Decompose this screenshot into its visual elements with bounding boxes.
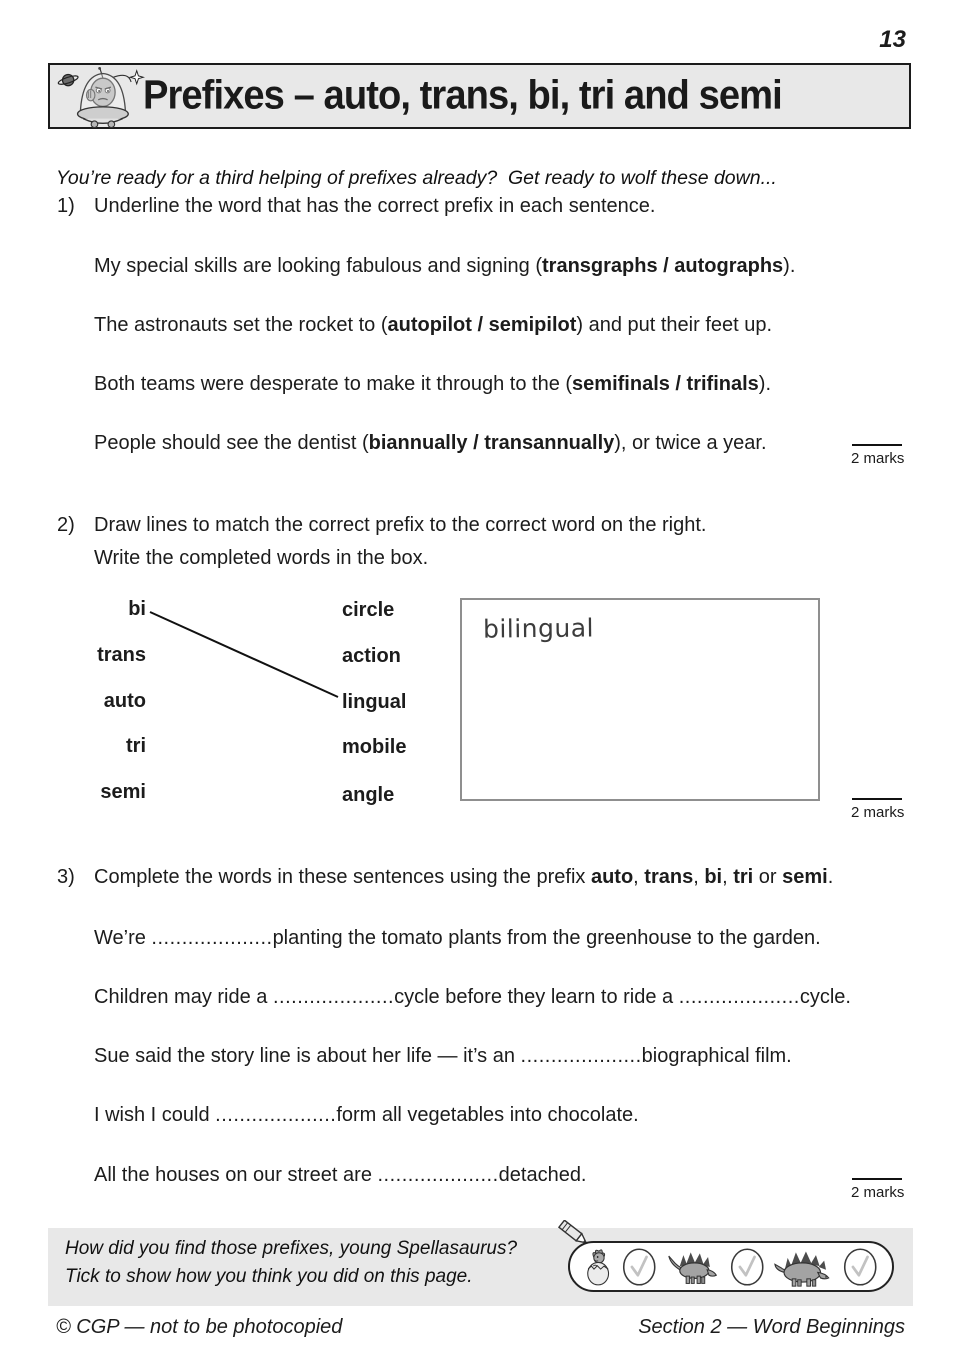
question-1-number: 1) xyxy=(57,195,75,217)
question-3-prompt: Complete the words in these sentences using the prefix auto, trans, bi, tri or semi. xyxy=(94,866,834,888)
question-1-sentence-2: The astronauts set the rocket to (autopilot / semipilot) and put their feet up. xyxy=(94,314,773,336)
question-3-sentence-3: Sue said the story line is about her life — it’s an ....................biographical film. xyxy=(94,1045,792,1067)
section-label: Section 2 — Word Beginnings xyxy=(638,1316,905,1338)
self-review-box xyxy=(48,1228,913,1306)
question-2-prompt-line-1: Draw lines to match the correct prefix to the correct word on the right. xyxy=(94,514,707,536)
copyright-text: © CGP — not to be photocopied xyxy=(56,1316,343,1338)
page-title: Prefixes – auto, trans, bi, tri and semi xyxy=(143,71,782,118)
small-stegosaurus-icon xyxy=(667,1246,720,1288)
question-1-sentence-3: Both teams were desperate to make it through to the (semifinals / trifinals). xyxy=(94,373,771,395)
marks-line xyxy=(852,444,902,446)
marks-line xyxy=(852,798,902,800)
word-item-lingual[interactable]: lingual xyxy=(342,691,407,713)
tick-circle[interactable] xyxy=(729,1245,765,1289)
word-item-mobile[interactable]: mobile xyxy=(342,736,407,758)
fill-in-blank[interactable]: .................... xyxy=(520,1045,642,1067)
question-2-marks: 2 marks xyxy=(851,798,903,821)
question-2-prompt-line-2: Write the completed words in the box. xyxy=(94,547,429,569)
answer-box[interactable] xyxy=(460,598,820,801)
review-line-2: Tick to show how you think you did on this page. xyxy=(65,1266,473,1287)
question-3-sentence-5: All the houses on our street are ....................detached. xyxy=(94,1164,587,1186)
marks-line xyxy=(852,1178,902,1180)
fill-in-blank[interactable]: .................... xyxy=(377,1164,499,1186)
question-3-sentence-2: Children may ride a ....................cycle before they learn to ride a ....................cycle. xyxy=(94,986,851,1008)
answer-box-text: bilingual xyxy=(482,613,595,644)
prefix-item-bi[interactable]: bi xyxy=(128,598,146,620)
question-1-marks: 2 marks xyxy=(851,444,903,467)
question-1-sentence-4: People should see the dentist (biannually / transannually), or twice a year. xyxy=(94,432,767,454)
fill-in-blank[interactable]: .................... xyxy=(272,986,395,1008)
prefix-item-trans[interactable]: trans xyxy=(97,644,146,666)
question-3-sentence-4: I wish I could ....................form all vegetables into chocolate. xyxy=(94,1104,639,1126)
question-3-sentence-1: We’re ....................planting the tomato plants from the greenhouse to the garden. xyxy=(94,927,821,949)
hatching-dino-icon xyxy=(584,1245,612,1289)
fill-in-blank[interactable]: .................... xyxy=(151,927,273,949)
review-line-1: How did you find those prefixes, young Spellasaurus? xyxy=(65,1238,518,1259)
intro-text: You’re ready for a third helping of prefixes already? Get ready to wolf these down... xyxy=(56,166,777,189)
spellasaurus-ufo-icon xyxy=(54,66,149,128)
question-3-marks: 2 marks xyxy=(851,1178,903,1201)
word-item-action[interactable]: action xyxy=(342,645,401,667)
question-1-prompt: Underline the word that has the correct prefix in each sentence. xyxy=(94,195,656,217)
prefix-item-auto[interactable]: auto xyxy=(103,690,146,712)
question-2-number: 2) xyxy=(57,514,75,536)
prefix-item-semi[interactable]: semi xyxy=(100,781,146,803)
page-number: 13 xyxy=(879,26,906,53)
title-bar xyxy=(48,63,911,129)
fill-in-blank[interactable]: .................... xyxy=(215,1104,337,1126)
fill-in-blank[interactable]: .................... xyxy=(678,986,800,1008)
tick-circle[interactable] xyxy=(842,1245,878,1289)
question-3-number: 3) xyxy=(57,866,75,888)
prefix-item-tri[interactable]: tri xyxy=(126,735,146,757)
question-1-sentence-1: My special skills are looking fabulous and signing (transgraphs / autographs). xyxy=(94,255,796,277)
review-tick-strip xyxy=(568,1241,894,1292)
word-item-angle[interactable]: angle xyxy=(342,784,395,806)
word-item-circle[interactable]: circle xyxy=(342,599,395,621)
tick-circle[interactable] xyxy=(621,1245,657,1289)
large-stegosaurus-icon xyxy=(774,1245,832,1289)
